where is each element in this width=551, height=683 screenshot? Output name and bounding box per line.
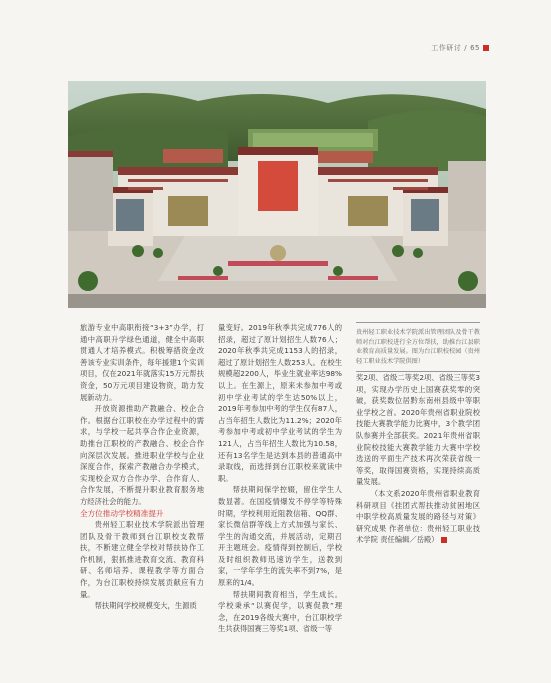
paragraph [356,488,480,546]
section-heading: 全方位推动学校精准提升 [80,508,164,518]
paragraph: 帮扶期间学校规模变大，生源质 [94,601,197,611]
text-column-1 [80,322,204,612]
header-separator: / [464,44,468,52]
paragraph: 贵州轻工职业技术学院派出管理团队及骨干教师到台江职校支教帮扶，不断建立健全学校对帮扶协作工作机制，狠抓推进教育交流、教育科研、名师培养、课程教学等方面合作，为台江职校持续发展贡献应有力量。 [80,520,204,599]
paragraph: 旅游专业中高职衔接“3+3”办学，打通中高职升学绿色通道，健全中高职贯通人才培养模式。积极筹措资金改善该专业实训条件，每年援建1个实训项目，仅在2021年就落实15万元帮扶资金，50万元项目建设物资，助力发展新动力。 [80,323,204,402]
red-square-icon [483,45,489,51]
running-header [431,43,489,53]
photo-caption: 贵州轻工职业技术学院派出管理团队及骨干教师对台江职校进行全方位帮扶，助推台江县职业教育高质量发展。图为台江职校校园（贵州轻工职业技术学院供图） [356,322,480,372]
section-name: 工作研讨 [431,44,462,52]
paragraph: 奖2项、省级二等奖2项、省级三等奖3项，实现办学历史上国赛获奖零的突破，获奖数位居黔东南州县级中等职业学校之首。2020年贵州省职业院校技能大赛教学能力比赛中，3个教学团队参赛并全部获奖。2021年贵州省职业院校技能大赛教学能力大赛中学校选送的平面生产技术再次荣获省级一等奖，取得国赛资格，实现持续高质量发展。 [356,373,480,487]
paragraph: 量变好。2019年秋季共完成776人的招录，超过了原计划招生人数76人；2020年秋季共完成1153人的招录，超过了原计划招生人数253人。在校生规模超2200人，毕业生就业率达98%以上。在生源上，原来未参加中考或初中学业考试的学生达50%以上，2019年考参加中考的学生仅有87人，占当年招生人数比为11.2%；2020年考参加中考或初中学业考试的学生为121人，占当年招生人数比为10.58，还有13名学生是达到本县的普通高中录取线，而选择到台江职校来就读中职。 [218,323,342,483]
page-number: 65 [470,44,480,52]
end-mark-icon [441,537,447,543]
article-footnote: （本文系2020年贵州省职业教育科研项目《挂团式帮扶推动贫困地区中职学校高质量发展的路径与对策》研究成果 作者单位：贵州轻工职业技术学院 责任编辑／岳殿） [356,488,480,545]
text-column-2 [218,322,342,635]
paragraph: 开放资源推助产教融合、校企合作。根据台江职校在办学过程中的需求，与学校一起共享合作企业资源，助推台江职校的产教融合、校企合作向深层次发展。推进职业学校与企业深度合作，探索产教融合办学模式，实现校企双方合作办学、合作育人、合作发展，不断提升职业教育服务地方经济社会的能力。 [80,404,204,506]
text-column-3 [356,322,480,546]
campus-photo [68,81,486,308]
paragraph: 帮扶期间保学控辍，留住学生人数显著。在国疫情爆发不停学等特殊时期，学校利用近阻教信箱、QQ群、家长微信群等线上方式加强与家长、学生的沟通交流，并展活动，定期召开主题班会。疫情得到控制后，学校及时组织教师迅速访学生，送教到家，一学年学生的流失率不到7%，是原来的1/4。 [218,485,342,588]
paragraph: 帮扶期间教育相当，学生成长。学校秉承“以赛促学，以赛促教”理念，在2019各级大赛中，台江职校学生共获得国赛三等奖1项、省级一等 [218,589,342,634]
campus-aerial-image [68,81,486,308]
